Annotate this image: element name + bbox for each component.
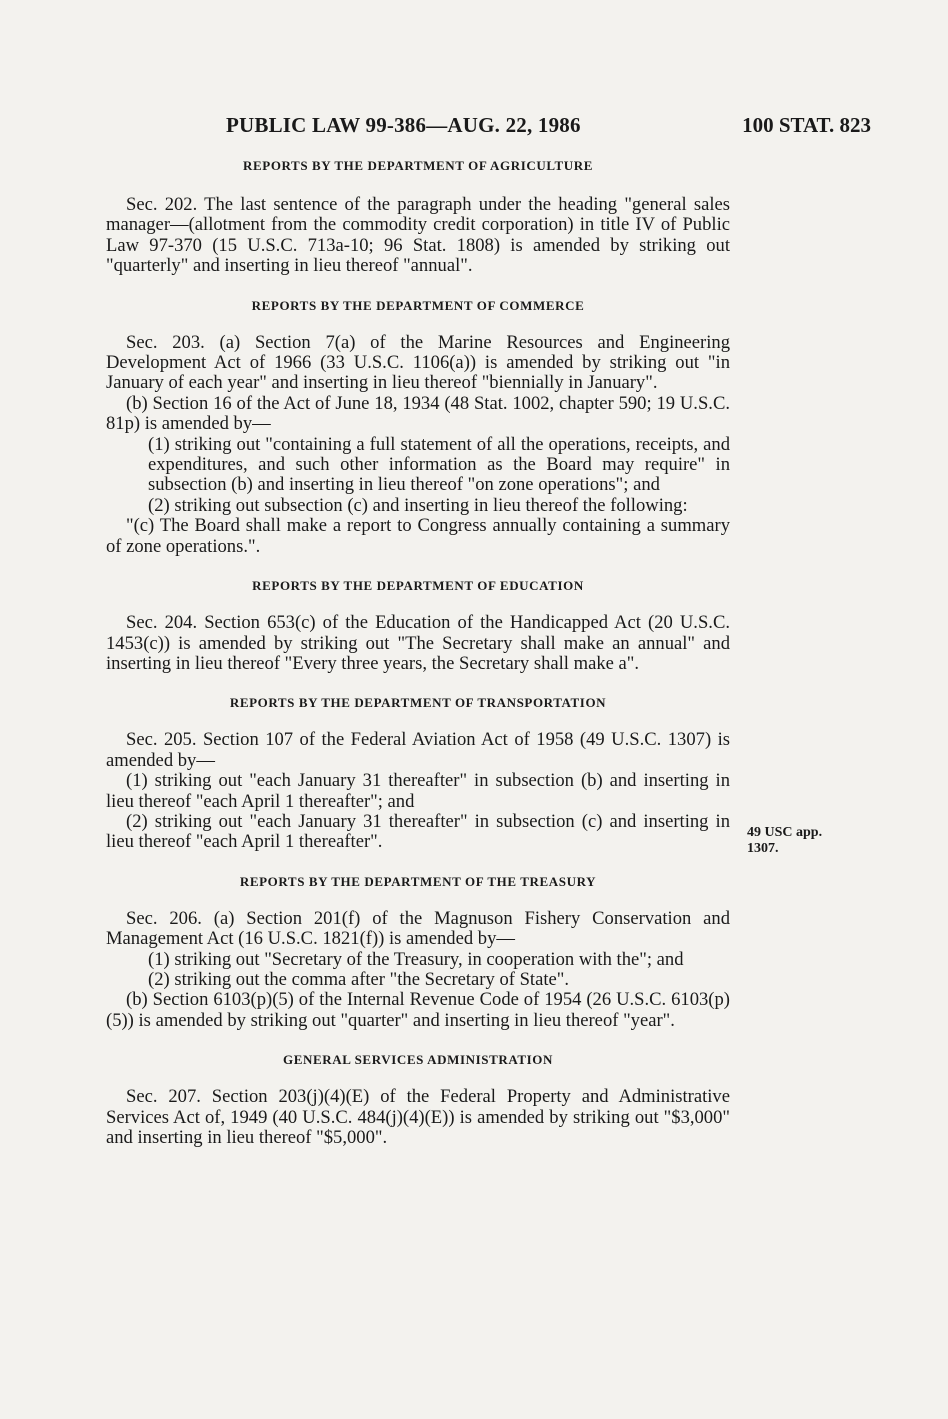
section-heading: REPORTS BY THE DEPARTMENT OF THE TREASURY: [239, 873, 597, 889]
section-heading: REPORTS BY THE DEPARTMENT OF AGRICULTURE: [243, 158, 593, 173]
section-transportation: [106, 694, 730, 852]
section-agriculture: [106, 157, 730, 277]
page-header: [226, 113, 871, 143]
section-205-2-paragraph: (2) striking out "each January 31 thereafter" in subsection (c) and inserting in lieu thereof "each April 1 thereafter".: [106, 810, 730, 853]
section-206a-paragraph: Sec. 206. (a) Section 201(f) of the Magnuson Fishery Conservation and Management Act (16 U.S.C. 1821(f)) is amended by—: [106, 907, 730, 950]
section-heading: REPORTS BY THE DEPARTMENT OF TRANSPORTATION: [229, 695, 607, 711]
section-205-paragraph: Sec. 205. Section 107 of the Federal Aviation Act of 1958 (49 U.S.C. 1307) is amended by—: [106, 729, 730, 771]
section-204-paragraph: Sec. 204. Section 653(c) of the Education of the Handicapped Act (20 U.S.C. 1453(c)) is amended by striking out "The Secretary shall make an annual" and inserting in lieu thereof "Every three years, the Secretary shall make a".: [106, 612, 730, 674]
section-206b-paragraph: (b) Section 6103(p)(5) of the Internal Revenue Code of 1954 (26 U.S.C. 6103(p)(5)) is amended by striking out "quarter" and inserting in lieu thereof "year".: [106, 989, 730, 1031]
section-206a1-paragraph: (1) striking out "Secretary of the Treasury, in cooperation with the"; and: [148, 948, 684, 970]
section-treasury: [106, 873, 730, 1031]
section-205-1-paragraph: (1) striking out "each January 31 thereafter" in subsection (b) and inserting in lieu thereof "each April 1 thereafter"; and: [106, 770, 730, 812]
section-203a-paragraph: Sec. 203. (a) Section 7(a) of the Marine Resources and Engineering Development Act of 1966 (33 U.S.C. 1106(a)) is amended by striking out "in January of each year" and inserting in lieu thereof "biennially in January".: [106, 331, 730, 394]
section-heading: REPORTS BY THE DEPARTMENT OF EDUCATION: [252, 578, 584, 594]
section-commerce: [106, 297, 730, 557]
margin-note-citation: 49 USC app. 1307.: [747, 825, 823, 856]
statute-page-number: 100 STAT. 823: [742, 113, 871, 137]
page-body: [106, 157, 730, 1148]
section-203b-paragraph: (b) Section 16 of the Act of June 18, 1934 (48 Stat. 1002, chapter 590; 19 U.S.C. 81p) is amended by—: [106, 392, 730, 435]
section-203b1-paragraph: (1) striking out "containing a full statement of all the operations, receipts, and expenditures, and such other information as the Board may require" in subsection (b) and inserting in lieu thereof "on zone operations"; and: [148, 433, 730, 496]
section-education: [106, 577, 730, 674]
section-203c-quote-paragraph: "(c) The Board shall make a report to Congress annually containing a summary of zone operations.".: [106, 515, 730, 557]
section-207-paragraph: Sec. 207. Section 203(j)(4)(E) of the Federal Property and Administrative Services Act of, 1949 (40 U.S.C. 484(j)(4)(E)) is amended by striking out "$3,000" and inserting in lieu thereof "$5,000".: [106, 1086, 730, 1148]
section-202-paragraph: Sec. 202. The last sentence of the paragraph under the heading "general sales manager—(allotment from the commodity credit corporation) in title IV of Public Law 97-370 (15 U.S.C. 713a-10; 96 Stat. 1808) is amended by striking out "quarterly" and inserting in lieu thereof "annual".: [106, 194, 730, 277]
section-gsa: [106, 1051, 730, 1148]
section-206a2-paragraph: (2) striking out the comma after "the Secretary of State".: [148, 968, 570, 990]
public-law-title: PUBLIC LAW 99-386—AUG. 22, 1986: [226, 113, 581, 137]
section-heading: REPORTS BY THE DEPARTMENT OF COMMERCE: [251, 297, 585, 313]
section-203b2-paragraph: (2) striking out subsection (c) and inserting in lieu thereof the following:: [148, 494, 688, 516]
section-heading: GENERAL SERVICES ADMINISTRATION: [282, 1052, 554, 1068]
